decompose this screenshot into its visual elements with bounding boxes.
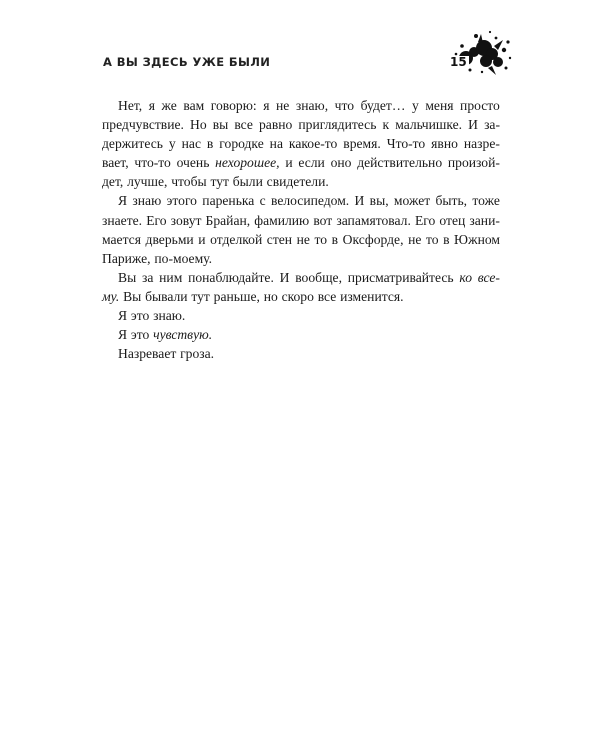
text-line	[102, 134, 500, 153]
word: если	[298, 155, 325, 171]
word: ним	[159, 269, 183, 285]
word: Вы	[123, 288, 142, 304]
word: я	[148, 98, 155, 113]
page-number: 15	[450, 55, 467, 69]
word: изменится.	[340, 288, 404, 304]
word: держитесь	[102, 136, 163, 152]
word: это	[130, 308, 150, 324]
word: быть,	[435, 193, 468, 209]
word: Париже,	[102, 250, 151, 266]
text-line	[102, 287, 500, 306]
word: очень	[176, 155, 210, 171]
word: к	[382, 117, 390, 133]
text-line	[102, 306, 500, 325]
emphasized-word: му.	[102, 288, 120, 304]
word: Вы	[118, 269, 137, 285]
word: говорю:	[210, 98, 257, 113]
word: в	[331, 231, 339, 247]
word: я	[263, 98, 270, 113]
word: произой-	[447, 155, 500, 171]
word: с	[259, 193, 266, 209]
word: за-	[484, 117, 500, 133]
word: понаблюдайте.	[188, 269, 274, 285]
word: знаете.	[102, 212, 143, 228]
word: не	[296, 231, 310, 247]
word: тут	[210, 174, 229, 190]
word: тут	[191, 288, 210, 304]
word: и	[198, 231, 206, 247]
word: по-моему.	[154, 250, 213, 266]
word: Но	[190, 117, 207, 133]
word: Южном	[454, 231, 500, 247]
word: не	[408, 231, 422, 247]
text-line	[102, 211, 500, 230]
word: Его	[146, 212, 167, 228]
emphasized-word: ко	[459, 269, 472, 285]
body-text	[102, 96, 500, 363]
text-line	[102, 249, 500, 268]
emphasized-word: нехорошее,	[215, 155, 280, 171]
text-line	[102, 230, 500, 249]
text-line	[102, 153, 500, 172]
word: вам	[183, 98, 205, 113]
word: этого	[166, 193, 197, 209]
word: не	[276, 98, 290, 113]
word: Нет,	[118, 98, 143, 113]
word: же	[161, 98, 177, 113]
word: приглядитесь	[298, 117, 377, 133]
word: скоро	[281, 288, 314, 304]
word: зани-	[469, 212, 500, 228]
word: вот	[313, 212, 333, 228]
ink-splatter-icon	[448, 28, 514, 78]
word: мается	[102, 231, 141, 247]
word: но	[263, 288, 278, 304]
word: за	[141, 269, 154, 285]
word: в	[443, 231, 450, 247]
emphasized-word: все-	[477, 269, 500, 285]
text-line	[102, 325, 500, 344]
word: у	[411, 98, 419, 113]
word: чтобы	[171, 174, 207, 190]
word: запамятовал.	[336, 212, 411, 228]
word: нас	[181, 136, 201, 152]
text-line	[102, 96, 500, 115]
word: явно	[431, 136, 458, 152]
word: действительно	[357, 155, 443, 171]
word: городке	[219, 136, 264, 152]
word: вы,	[369, 193, 389, 209]
word: предчувствие.	[102, 117, 184, 133]
word: Брайан,	[205, 212, 251, 228]
text-line	[102, 115, 500, 134]
word: стен	[266, 231, 293, 247]
word: паренька	[202, 193, 255, 209]
word: вообще,	[295, 269, 342, 285]
word: вы	[212, 117, 229, 133]
word: что	[334, 98, 355, 113]
word: может	[393, 193, 431, 209]
word: все	[317, 288, 337, 304]
word: И	[354, 193, 365, 209]
word: И	[468, 117, 478, 133]
word: Я	[118, 327, 128, 343]
word: фамилию	[254, 212, 310, 228]
text-line	[102, 268, 500, 287]
word: то	[314, 231, 328, 247]
word: Что-то	[386, 136, 426, 152]
word: то	[425, 231, 439, 247]
word: в	[206, 136, 214, 152]
word: отец	[439, 212, 466, 228]
word: знаю	[132, 193, 162, 209]
word: все	[234, 117, 253, 133]
word: велосипедом.	[271, 193, 350, 209]
word: Оксфорде,	[342, 231, 404, 247]
word: будет…	[360, 98, 406, 113]
word: время.	[343, 136, 381, 152]
word: и	[285, 155, 293, 171]
word: что-то	[134, 155, 171, 171]
word: раньше,	[213, 288, 260, 304]
word: свидетели.	[266, 174, 329, 190]
word: знаю,	[295, 98, 329, 113]
word: какое-то	[288, 136, 338, 152]
word: у	[168, 136, 176, 152]
word: равно	[259, 117, 293, 133]
word: дет,	[102, 174, 124, 190]
word: И	[279, 269, 290, 285]
word: присматривайтесь	[347, 269, 454, 285]
word: тоже	[472, 193, 500, 209]
emphasized-word: чувствую.	[153, 327, 213, 343]
word: это	[130, 327, 150, 343]
text-line	[102, 191, 500, 210]
word: Я	[118, 308, 128, 324]
word: просто	[460, 98, 500, 113]
word: бывали	[145, 288, 188, 304]
word: лучше,	[127, 174, 168, 190]
word: Я	[118, 193, 128, 209]
text-line	[102, 172, 500, 191]
word: мальчишке.	[395, 117, 463, 133]
word: Назревает	[118, 346, 177, 362]
word: меня	[425, 98, 454, 113]
word: гроза.	[180, 346, 215, 362]
word: назре-	[463, 136, 500, 152]
word: оно	[330, 155, 352, 171]
word: на	[269, 136, 283, 152]
word: Его	[414, 212, 436, 228]
word: знаю.	[153, 308, 186, 324]
word: зовут	[170, 212, 202, 228]
word: вает,	[102, 155, 129, 171]
running-title: А ВЫ ЗДЕСЬ УЖЕ БЫЛИ	[103, 55, 271, 69]
word: отделкой	[210, 231, 263, 247]
word: дверьми	[145, 231, 194, 247]
text-line	[102, 344, 500, 363]
word: были	[232, 174, 263, 190]
